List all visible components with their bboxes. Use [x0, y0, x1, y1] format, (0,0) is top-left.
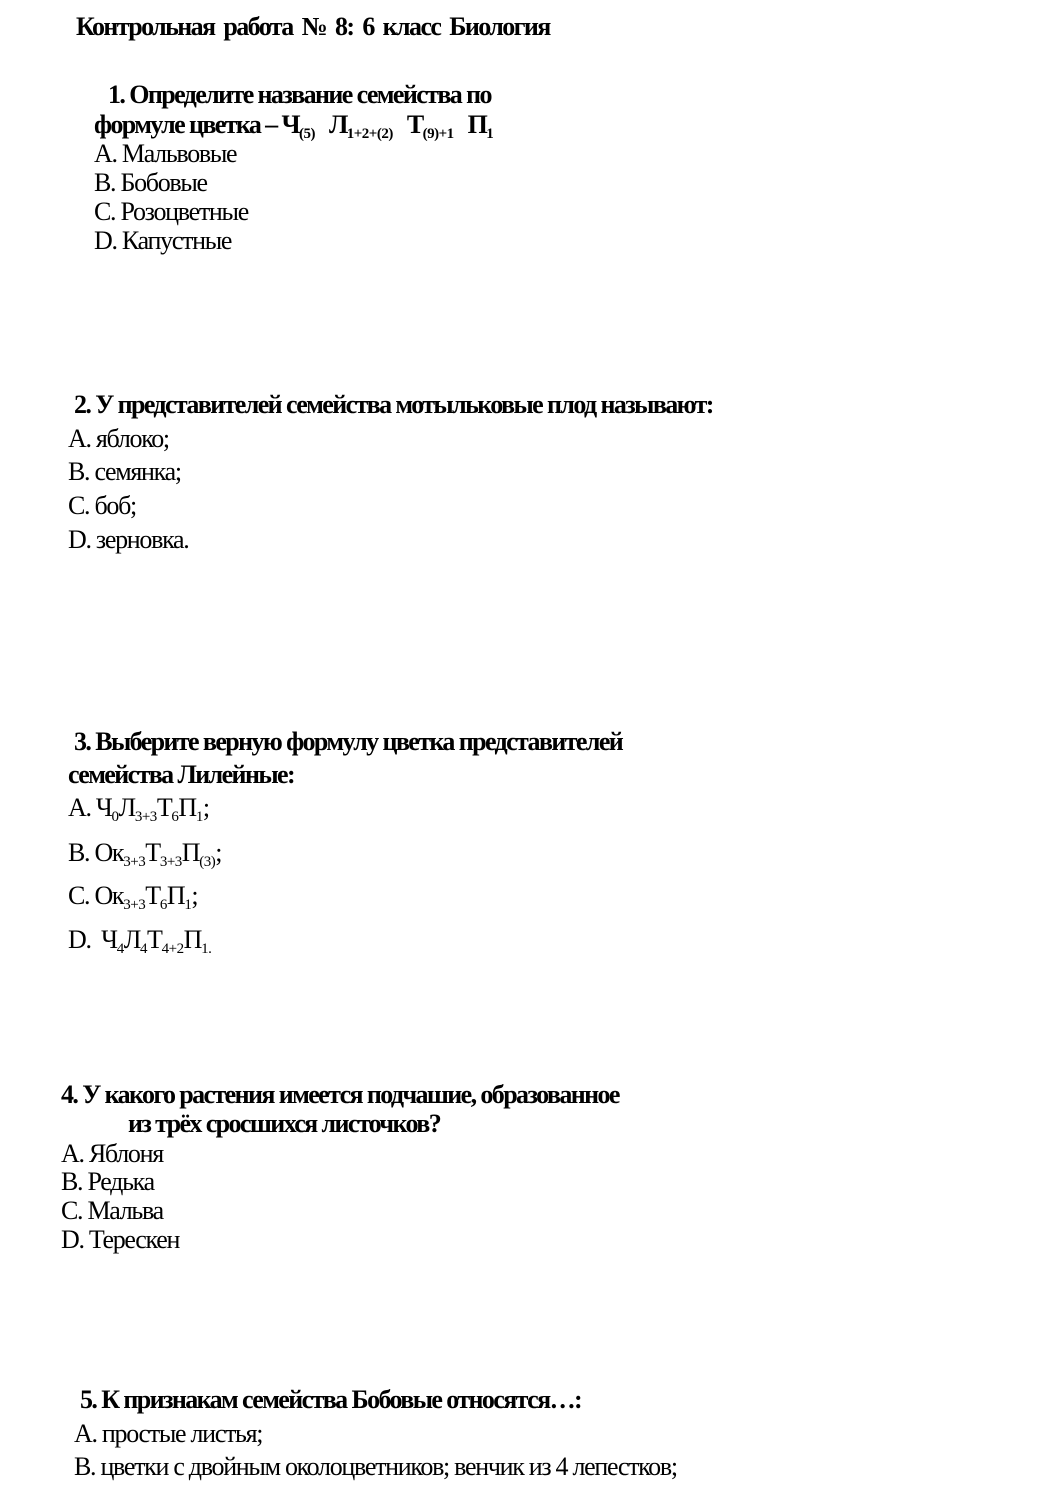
q3-formula-symbol: П [166, 881, 185, 910]
q3-formula-subscript: (3) [199, 854, 216, 870]
q3-formula-symbol: Ч [101, 925, 117, 954]
q3-formula-subscript: 3+3 [123, 854, 146, 870]
question-2-option-a: A. яблоко; [68, 424, 169, 453]
question-2-text: 2. У представителей семейства мотыльковые плод называют: [74, 390, 713, 419]
q3-formula-subscript: 0 [111, 809, 119, 825]
q3-formula-symbol: Л [123, 925, 141, 954]
q1-formula-symbol: Ч [281, 110, 299, 139]
question-3-option-b [68, 838, 221, 877]
q3-formula-symbol: Ок [94, 838, 124, 867]
q1-formula-subscript: 1+2+(2) [346, 126, 393, 142]
q3-formula-symbol: Т [145, 881, 160, 910]
q3-formula-subscript: 1 [195, 809, 203, 825]
question-3-option-c [68, 881, 197, 920]
q3-formula-symbol: П [178, 793, 196, 822]
q3-formula-symbol: Ок [94, 881, 124, 910]
option-label: C. [68, 881, 95, 910]
question-5-option-b: B. цветки с двойным околоцветников; венчик из 4 лепестков; [74, 1452, 677, 1481]
q1-formula-subscript: (5) [298, 126, 315, 142]
q3-formula-subscript: 3+3 [123, 897, 146, 913]
q3-formula-subscript: 6 [159, 897, 167, 913]
option-end: ; [202, 793, 209, 822]
question-1-option-d: D. Капустные [94, 226, 232, 255]
q3-formula-symbol: Ч [95, 793, 112, 822]
option-end: ; [215, 838, 222, 867]
q3-formula-subscript: 1. [201, 941, 212, 957]
page-title: Контрольная работа № 8: 6 класс Биология [76, 12, 550, 41]
question-4-option-b: B. Редька [61, 1167, 154, 1196]
question-2-option-b: B. семянка; [68, 457, 181, 486]
q3-formula-subscript: 1 [184, 897, 192, 913]
q1-formula-subscript: 1 [486, 126, 494, 142]
question-4-text-cont: из трёх сросшихся листочков? [128, 1109, 441, 1138]
q3-formula-symbol: Л [118, 793, 135, 822]
q3-formula-symbol: П [181, 838, 200, 867]
question-1-text: 1. Определите название семейства по [108, 80, 491, 109]
question-3-text-cont: семейства Лилейные: [68, 760, 295, 789]
q1-formula-symbol: Т [406, 110, 423, 139]
question-1-formula-lead: формуле цветка – [94, 110, 282, 139]
q3-formula-symbol: Т [147, 925, 162, 954]
question-2-option-d: D. зерновка. [68, 525, 189, 554]
question-4-option-d: D. Терескен [61, 1225, 180, 1254]
question-3-text: 3. Выберите верную формулу цветка представителей [74, 727, 623, 756]
question-1-option-a: A. Мальвовые [94, 139, 237, 168]
option-end: ; [191, 881, 198, 910]
question-5-text: 5. К признакам семейства Бобовые относятся…: [80, 1385, 582, 1414]
q3-formula-subscript: 4+2 [161, 941, 184, 957]
q3-formula-subscript: 3+3 [134, 809, 157, 825]
q1-formula-subscript: (9)+1 [422, 126, 454, 142]
question-3-option-a [68, 793, 209, 832]
q1-formula-symbol: Л [328, 110, 347, 139]
q3-formula-subscript: 4 [116, 941, 124, 957]
flower-formula [281, 110, 494, 142]
question-1-option-c: C. Розоцветные [94, 197, 248, 226]
question-4-text: 4. У какого растения имеется подчашие, образованное [61, 1080, 619, 1109]
q3-formula-subscript: 4 [140, 941, 148, 957]
question-2-option-c: C. боб; [68, 491, 136, 520]
q3-formula-subscript: 3+3 [159, 854, 182, 870]
question-4-option-a: A. Яблоня [61, 1139, 163, 1168]
q3-formula-symbol: Т [156, 793, 172, 822]
question-4-option-c: C. Мальва [61, 1196, 163, 1225]
q3-formula-symbol: Т [145, 838, 160, 867]
option-label: B. [68, 838, 95, 867]
option-label: A. [68, 793, 96, 822]
question-3-option-d [68, 925, 211, 964]
question-5-option-a: A. простые листья; [74, 1419, 263, 1448]
q1-formula-symbol: П [467, 110, 487, 139]
option-label: D. [68, 925, 102, 954]
q3-formula-symbol: П [183, 925, 202, 954]
q3-formula-subscript: 6 [171, 809, 179, 825]
question-1-option-b: B. Бобовые [94, 168, 207, 197]
